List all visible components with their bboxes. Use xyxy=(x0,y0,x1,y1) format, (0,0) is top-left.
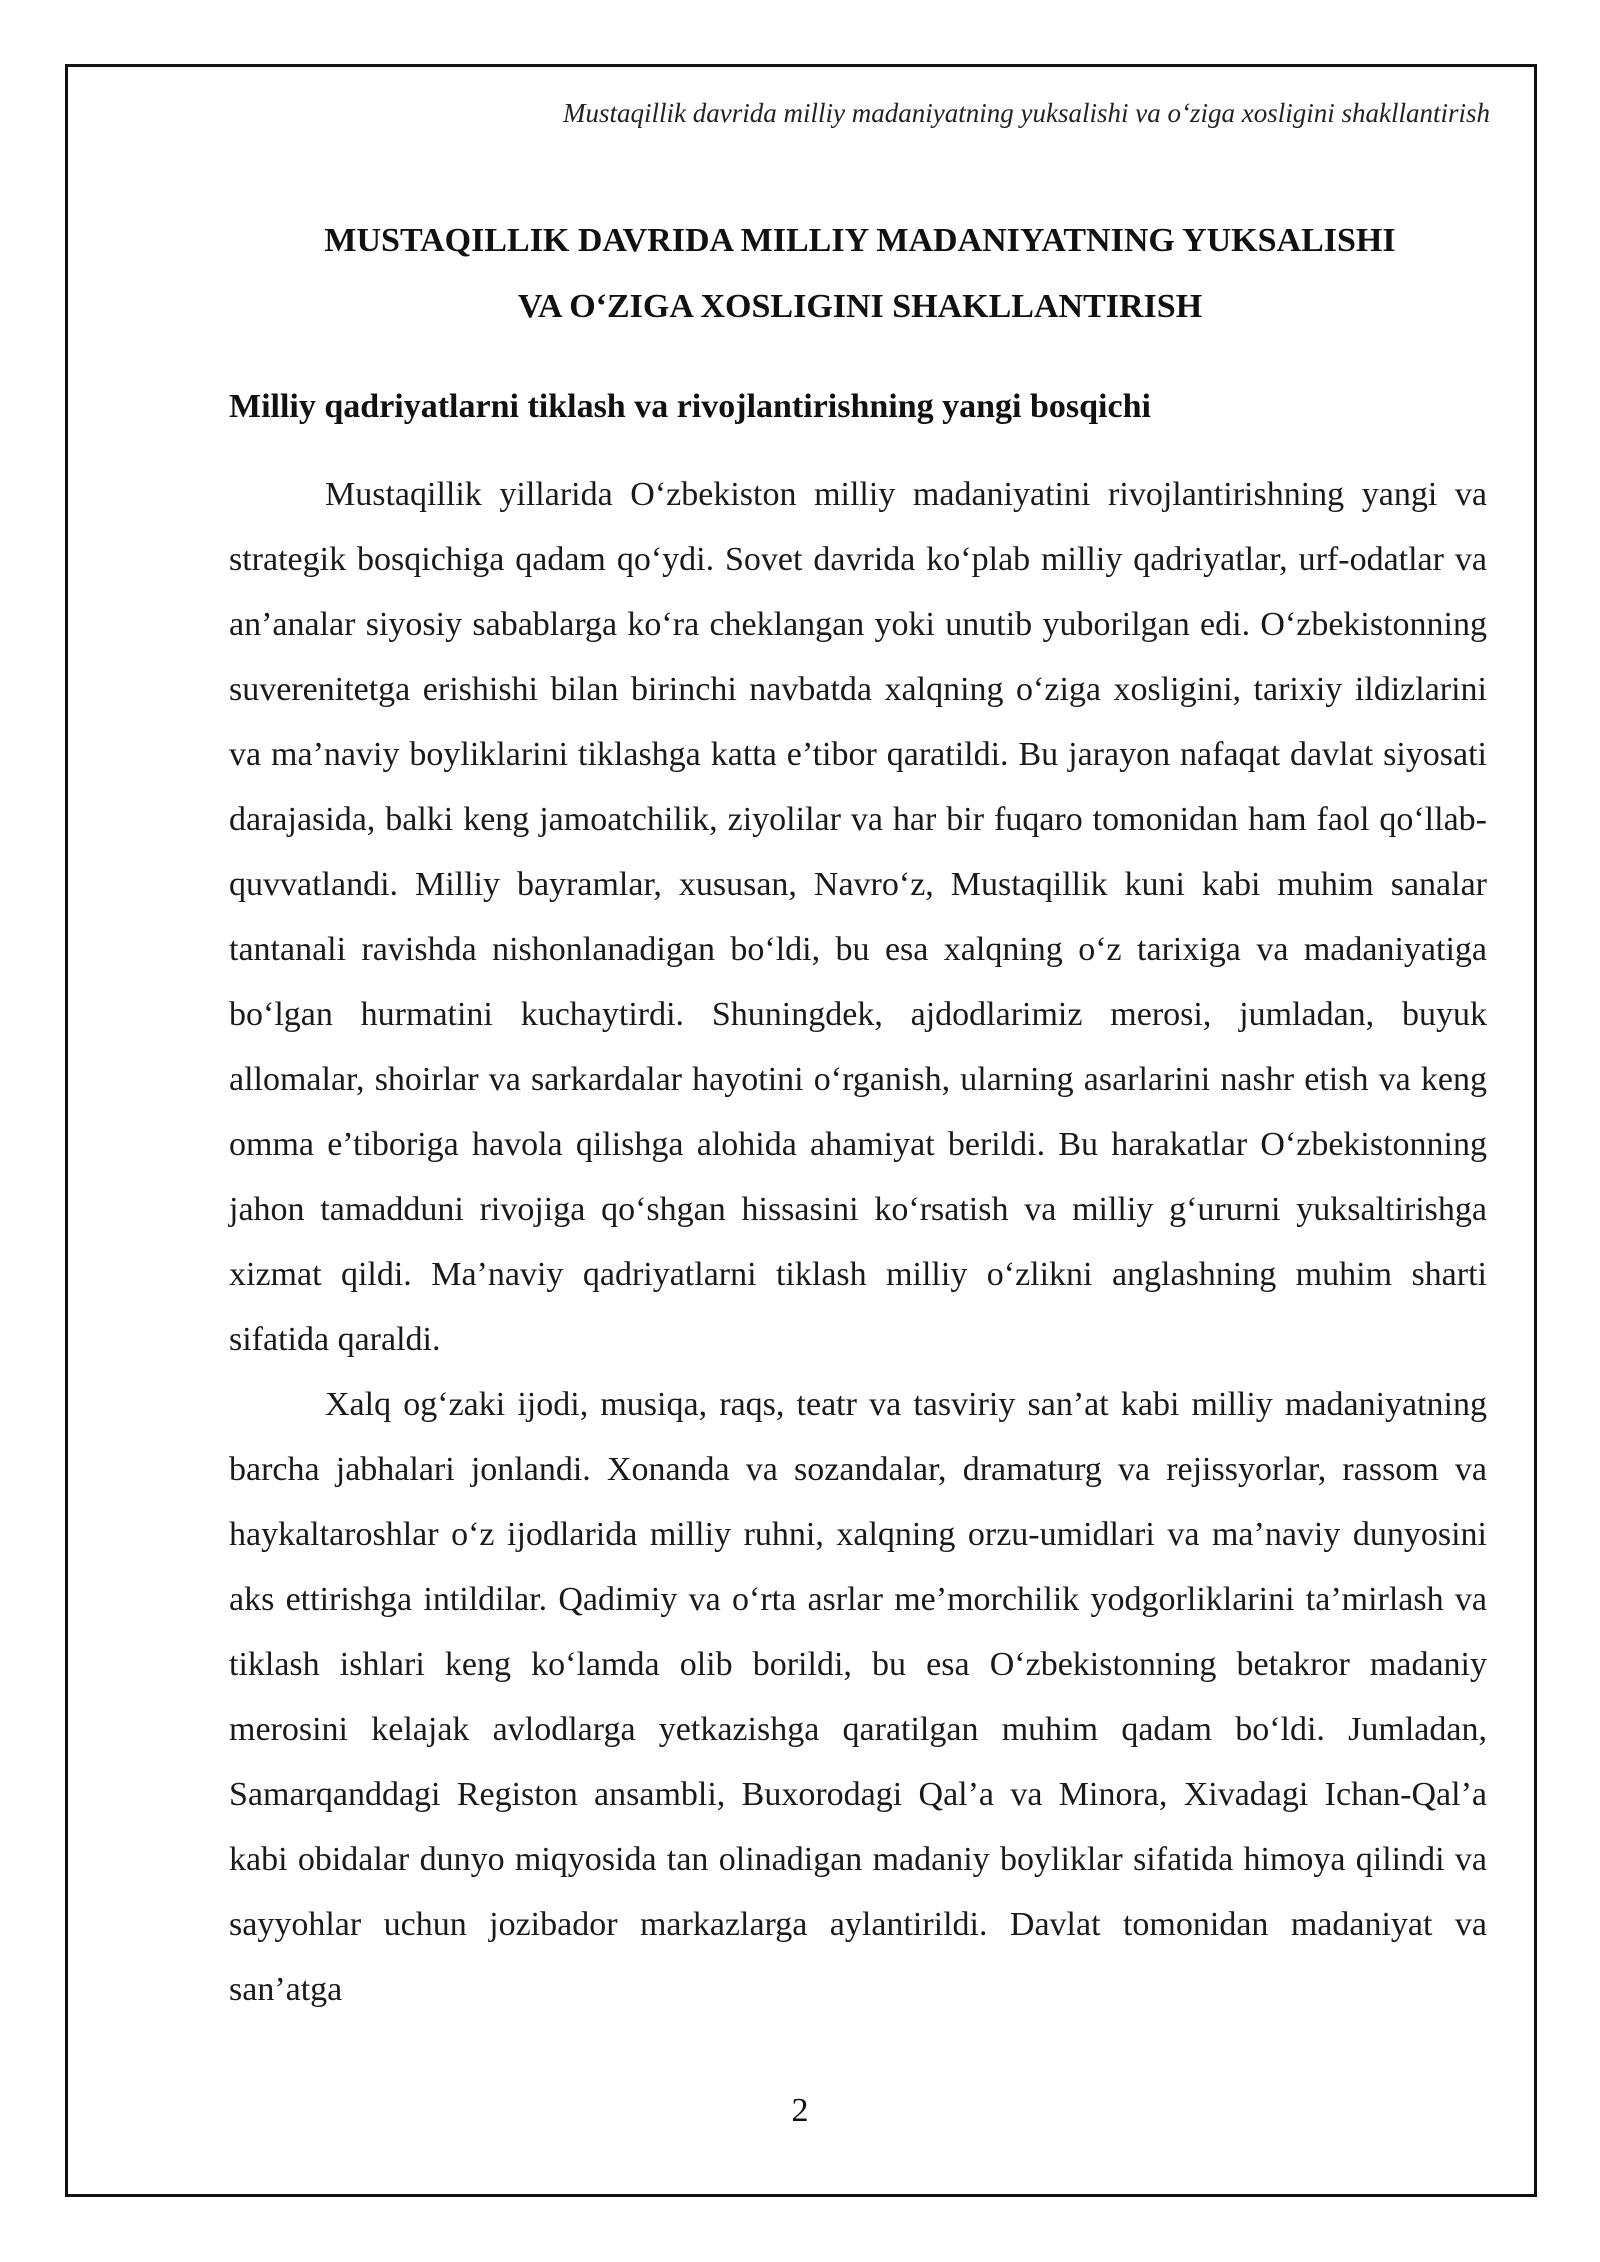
document-title xyxy=(230,208,1490,340)
running-header: Mustaqillik davrida milliy madaniyatning yuksalishi va oʻziga xosligini shakllantirish xyxy=(563,98,1490,128)
page-number: 2 xyxy=(791,2092,809,2129)
paragraph-1: Mustaqillik yillarida Oʻzbekiston milliy madaniyatini rivojlantirishning yangi va strategik bosqichiga qadam qoʻydi. Sovet davrida koʻplab milliy qadriyatlar, urf-odatlar va an’analar siyosiy sabablarga koʻra cheklangan yoki unutib yuborilgan edi. Oʻzbekistonning suverenitetga erishishi bilan birinchi navbatda xalqning oʻziga xosligini, tarixiy ildizlarini va ma’naviy boyliklarini tiklashga katta e’tibor qaratildi. Bu jarayon nafaqat davlat siyosati darajasida, balki keng jamoatchilik, ziyolilar va har bir fuqaro tomonidan ham faol qoʻllab-quvvatlandi. Milliy bayramlar, xususan, Navroʻz, Mustaqillik kuni kabi muhim sanalar tantanali ravishda nishonlanadigan boʻldi, bu esa xalqning oʻz tarixiga va madaniyatiga boʻlgan hurmatini kuchaytirdi. Shuningdek, ajdodlarimiz merosi, jumladan, buyuk allomalar, shoirlar va sarkardalar hayotini oʻrganish, ularning asarlarini nashr etish va keng omma e’tiboriga havola qilishga alohida ahamiyat berildi. Bu harakatlar Oʻzbekistonning jahon tamadduni rivojiga qoʻshgan hissasini koʻrsatish va milliy gʻururni yuksaltirishga xizmat qildi. Ma’naviy qadriyatlarni tiklash milliy oʻzlikni anglashning muhim sharti sifatida qaraldi. xyxy=(229,476,1487,1358)
body-text xyxy=(229,462,1487,2022)
document-title-line-1: MUSTAQILLIK DAVRIDA MILLIY MADANIYATNING YUKSALISHI xyxy=(324,222,1396,259)
document-title-line-2: VA OʻZIGA XOSLIGINI SHAKLLANTIRISH xyxy=(517,288,1203,325)
paragraph-2: Xalq ogʻzaki ijodi, musiqa, raqs, teatr va tasviriy san’at kabi milliy madaniyatning barcha jabhalari jonlandi. Xonanda va sozandalar, dramaturg va rejissyorlar, rassom va haykaltaroshlar oʻz ijodlarida milliy ruhni, xalqning orzu-umidlari va ma’naviy dunyosini aks ettirishga intildilar. Qadimiy va oʻrta asrlar me’morchilik yodgorliklarini ta’mirlash va tiklash ishlari keng koʻlamda olib borildi, bu esa Oʻzbekistonning betakror madaniy merosini kelajak avlodlarga yetkazishga qaratilgan muhim qadam boʻldi. Jumladan, Samarqanddagi Registon ansambli, Buxorodagi Qal’a va Minora, Xivadagi Ichan-Qal’a kabi obidalar dunyo miqyosida tan olinadigan madaniy boyliklar sifatida himoya qilindi va sayyohlar uchun jozibador markazlarga aylantirildi. Davlat tomonidan madaniyat va san’atga xyxy=(229,1386,1487,2008)
section-heading: Milliy qadriyatlarni tiklash va rivojlantirishning yangi bosqichi xyxy=(229,388,1151,425)
